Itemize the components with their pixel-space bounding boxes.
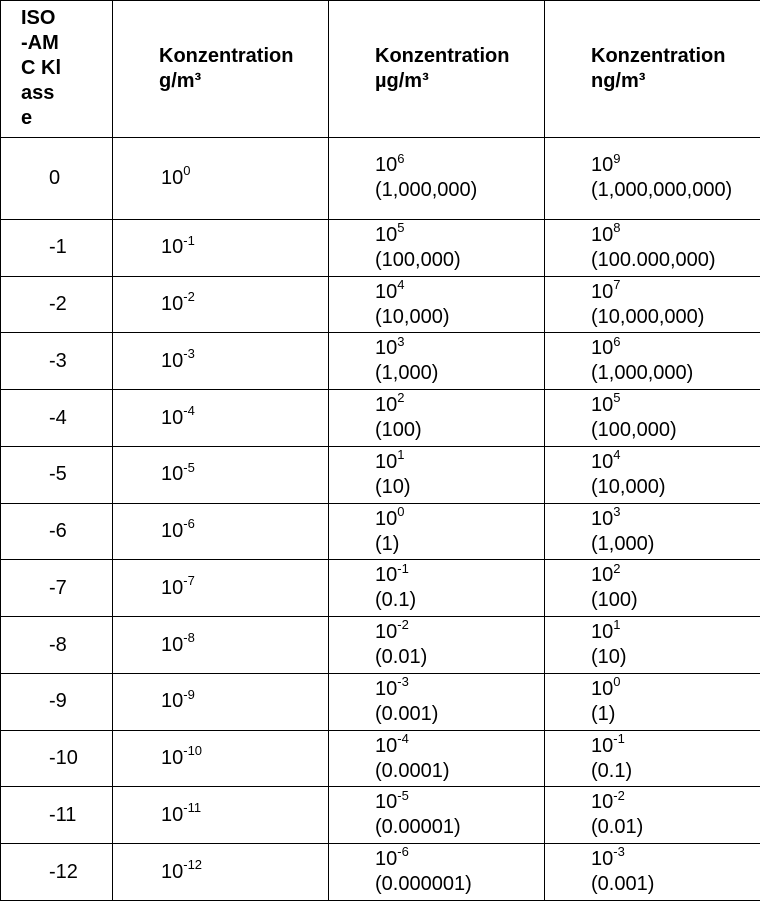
concentration-ng-cell: $10^0$ (1) (545, 673, 760, 730)
concentration-g-cell: $10^{-12}$ (113, 844, 329, 901)
concentration-ug-cell: $10^2$ (100) (329, 390, 545, 447)
concentration-g-cell: $10^{-6}$ (113, 503, 329, 560)
concentration-ug-cell: $10^{-2}$ (0.01) (329, 617, 545, 674)
concentration-ug-cell: $10^{-4}$ (0.0001) (329, 730, 545, 787)
klasse-cell: -6 (1, 503, 113, 560)
concentration-ug-cell: $10^0$ (1) (329, 503, 545, 560)
table-row (1, 446, 760, 503)
concentration-ng-cell: $10^8$ (100.000,000) (545, 219, 760, 276)
concentration-ng-cell: $10^1$ (10) (545, 617, 760, 674)
concentration-g-cell: $10^{-11}$ (113, 787, 329, 844)
concentration-ng-cell: $10^9$ (1,000,000,000) (545, 137, 760, 219)
header-ng: Konzentration ng/m³ (545, 1, 760, 138)
concentration-ng-cell: $10^3$ (1,000) (545, 503, 760, 560)
concentration-ng-cell: $10^4$ (10,000) (545, 446, 760, 503)
concentration-g-cell: $10^{-1}$ (113, 219, 329, 276)
concentration-ng-cell: $10^7$ (10,000,000) (545, 276, 760, 333)
concentration-g-cell: $10^{-7}$ (113, 560, 329, 617)
klasse-cell: -12 (1, 844, 113, 901)
concentration-ng-cell: $10^{-2}$ (0.01) (545, 787, 760, 844)
concentration-g-cell: $10^{-8}$ (113, 617, 329, 674)
concentration-ug-cell: $10^3$ (1,000) (329, 333, 545, 390)
concentration-g-cell: $10^{-3}$ (113, 333, 329, 390)
header-ug: Konzentration µg/m³ (329, 1, 545, 138)
concentration-ng-cell: $10^2$ (100) (545, 560, 760, 617)
header-klasse: ISO-AMC Klasse (1, 1, 113, 138)
concentration-ug-cell: $10^5$ (100,000) (329, 219, 545, 276)
klasse-cell: -9 (1, 673, 113, 730)
table-row (1, 137, 760, 219)
concentration-ug-cell: $10^1$ (10) (329, 446, 545, 503)
table-row (1, 617, 760, 674)
header-row (1, 1, 760, 138)
table-row (1, 844, 760, 901)
klasse-cell: -3 (1, 333, 113, 390)
table-row (1, 219, 760, 276)
table-row (1, 390, 760, 447)
concentration-g-cell: $10^{-5}$ (113, 446, 329, 503)
table-row (1, 276, 760, 333)
klasse-cell: -4 (1, 390, 113, 447)
concentration-g-cell: $10^{-9}$ (113, 673, 329, 730)
concentration-ng-cell: $10^{-1}$ (0.1) (545, 730, 760, 787)
klasse-cell: -10 (1, 730, 113, 787)
table-row (1, 673, 760, 730)
header-g: Konzentration g/m³ (113, 1, 329, 138)
concentration-ug-cell: $10^{-3}$ (0.001) (329, 673, 545, 730)
concentration-ng-cell: $10^5$ (100,000) (545, 390, 760, 447)
concentration-ug-cell: $10^6$ (1,000,000) (329, 137, 545, 219)
table-row (1, 333, 760, 390)
concentration-ug-cell: $10^{-5}$ (0.00001) (329, 787, 545, 844)
klasse-cell: -2 (1, 276, 113, 333)
klasse-cell: -7 (1, 560, 113, 617)
table-row (1, 560, 760, 617)
concentration-ug-cell: $10^{-1}$ (0.1) (329, 560, 545, 617)
concentration-g-cell: $10^{-4}$ (113, 390, 329, 447)
concentration-ng-cell: $10^6$ (1,000,000) (545, 333, 760, 390)
klasse-cell: -5 (1, 446, 113, 503)
table-row (1, 503, 760, 560)
concentration-ug-cell: $10^{-6}$ (0.000001) (329, 844, 545, 901)
klasse-cell: -11 (1, 787, 113, 844)
klasse-cell: 0 (1, 137, 113, 219)
table-row (1, 730, 760, 787)
concentration-ng-cell: $10^{-3}$ (0.001) (545, 844, 760, 901)
concentration-g-cell: $10^0$ (113, 137, 329, 219)
table-row (1, 787, 760, 844)
klasse-cell: -8 (1, 617, 113, 674)
concentration-g-cell: $10^{-10}$ (113, 730, 329, 787)
concentration-ug-cell: $10^4$ (10,000) (329, 276, 545, 333)
klasse-cell: -1 (1, 219, 113, 276)
concentration-g-cell: $10^{-2}$ (113, 276, 329, 333)
